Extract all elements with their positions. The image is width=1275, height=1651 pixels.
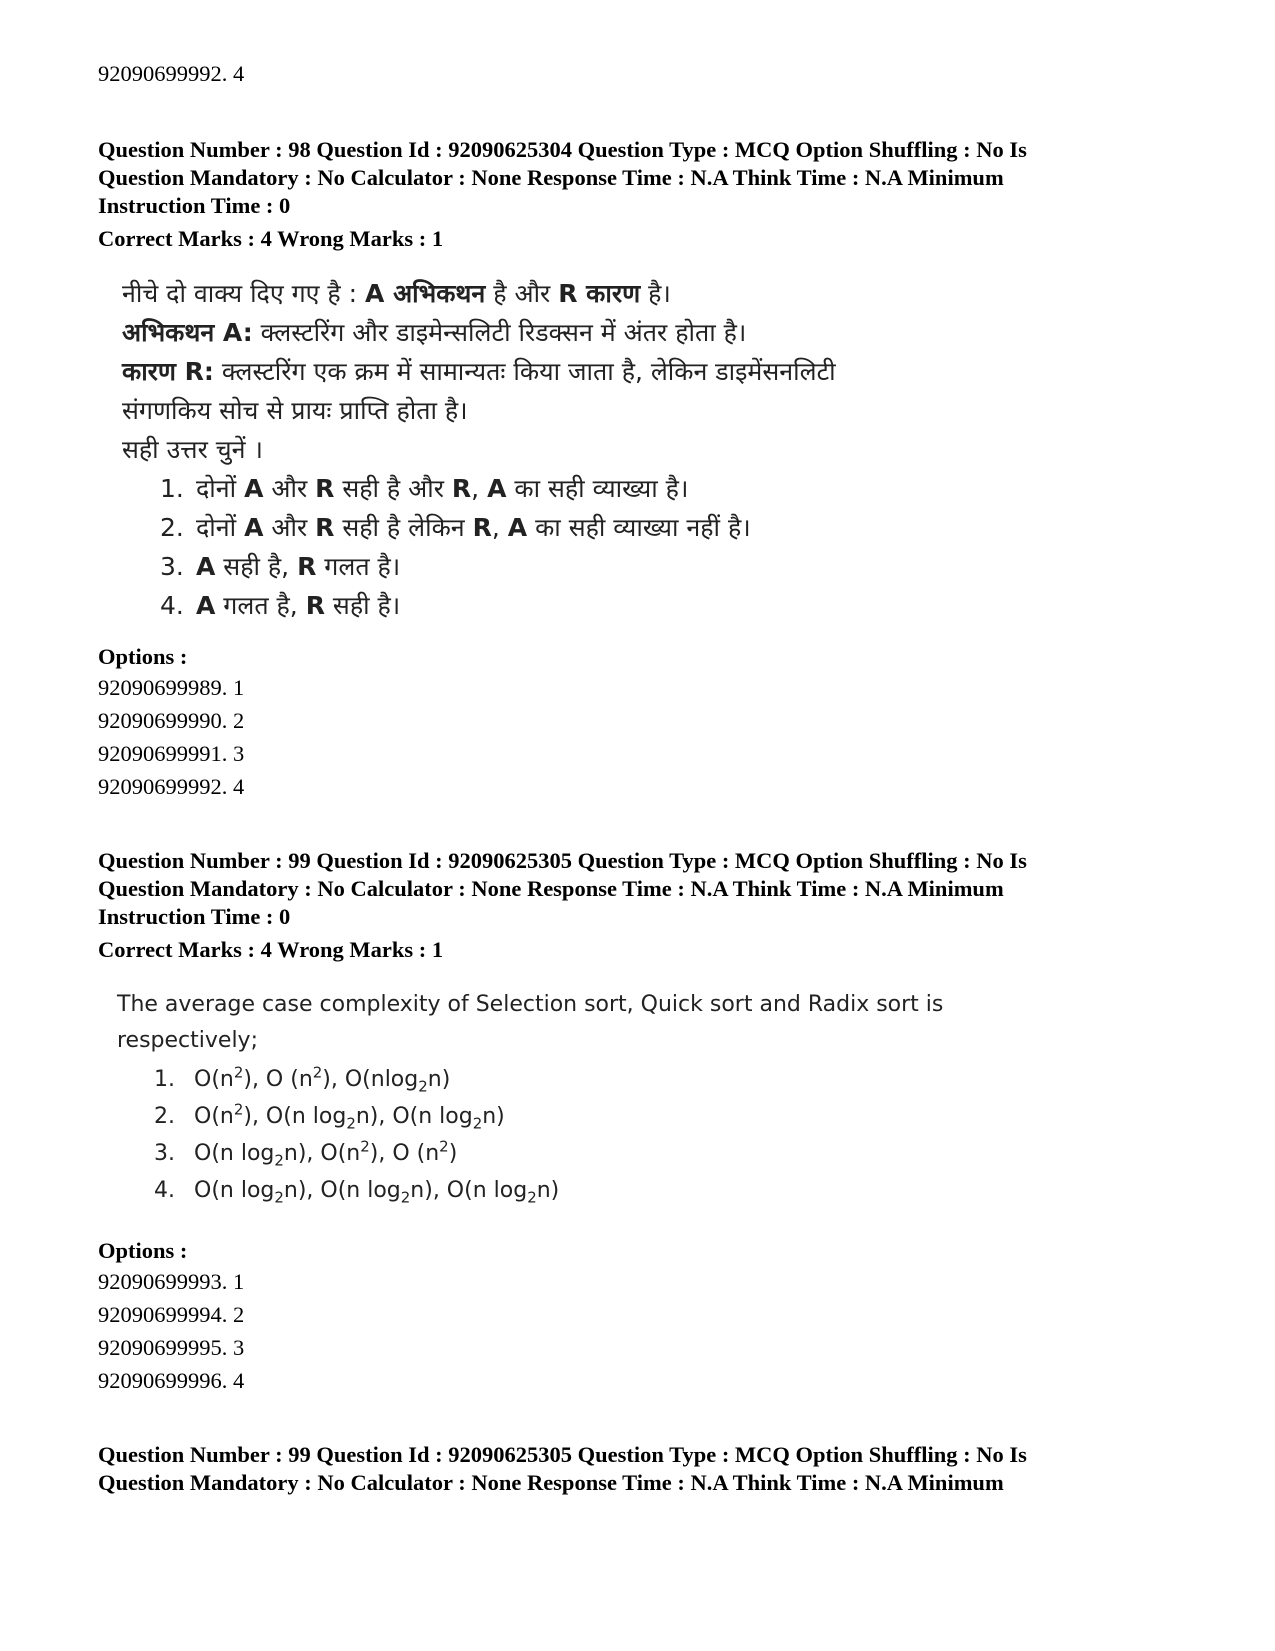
- marks-line: Correct Marks : 4 Wrong Marks : 1: [98, 937, 444, 962]
- assertion-line: अभिकथन A: क्लस्टरिंग और डाइमेन्सलिटी रिडक्सन में अंतर होता है।: [122, 318, 747, 347]
- option-item: 92090699990. 2: [98, 708, 245, 733]
- answer-choice: 4. A गलत है, R सही है।: [160, 591, 401, 620]
- answer-choice: 1. $O(n^2)$, O $(n^2)$, O(nlog$_2$n): [154, 1063, 451, 1096]
- option-item: 92090699995. 3: [98, 1335, 245, 1360]
- answer-choice: 2. दोनों A और R सही है लेकिन R, A का सही व्याख्या नहीं है।: [160, 513, 751, 542]
- complexity-expression: O(n $\log_2n$), O(n $\log_2n$), O(n $\log_2n$): [194, 1178, 560, 1207]
- option-item: 92090699993. 1: [98, 1269, 245, 1294]
- options-label: Options :: [98, 1238, 188, 1263]
- complexity-expression: O(n $\log_2n$), $O(n^2)$, O $(n^2)$: [194, 1137, 458, 1170]
- question-meta-line: Instruction Time : 0: [98, 904, 291, 929]
- question-text: The average case complexity of Selection sort, Quick sort and Radix sort is: [117, 992, 944, 1017]
- reason-line-continued: संगणकिय सोच से प्रायः प्राप्ति होता है।: [122, 396, 468, 425]
- complexity-expression: $O(n^2)$, O(n $\log_2n$), O(n $\log_2n$): [194, 1100, 505, 1133]
- answer-choice: 4. O(n $\log_2n$), O(n $\log_2n$), O(n $\log_2n$): [154, 1178, 560, 1207]
- answer-choice: 3. A सही है, R गलत है।: [160, 552, 401, 581]
- option-item: 92090699994. 2: [98, 1302, 245, 1327]
- question-intro: नीचे दो वाक्य दिए गए है : A अभिकथन है और R कारण है।: [122, 279, 671, 308]
- complexity-expression: $O(n^2)$, O $(n^2)$, O(nlog$_2$n): [194, 1063, 451, 1096]
- option-item: 92090699991. 3: [98, 741, 245, 766]
- answer-choice: 1. दोनों A और R सही है और R, A का सही व्याख्या है।: [160, 474, 689, 503]
- reason-line: कारण R: क्लस्टरिंग एक क्रम में सामान्यतः किया जाता है, लेकिन डाइमेंसनलिटी: [122, 357, 836, 386]
- option-item: 92090699996. 4: [98, 1368, 245, 1393]
- question-meta-line: Instruction Time : 0: [98, 193, 291, 218]
- question-meta-line: Question Number : 99 Question Id : 92090625305 Question Type : MCQ Option Shuffling : No Is: [98, 1442, 1027, 1467]
- marks-line: Correct Marks : 4 Wrong Marks : 1: [98, 226, 444, 251]
- answer-choice: 3. O(n $\log_2n$), $O(n^2)$, O $(n^2)$: [154, 1137, 458, 1170]
- options-label: Options :: [98, 644, 188, 669]
- option-item: 92090699992. 4: [98, 774, 245, 799]
- choose-instruction: सही उत्तर चुनें ।: [122, 435, 263, 464]
- question-meta-line: Question Mandatory : No Calculator : None Response Time : N.A Think Time : N.A Minimum: [98, 165, 1004, 190]
- question-meta-line: Question Mandatory : No Calculator : None Response Time : N.A Think Time : N.A Minimum: [98, 876, 1004, 901]
- answer-choice: 2. $O(n^2)$, O(n $\log_2n$), O(n $\log_2n$): [154, 1100, 505, 1133]
- question-meta-line: Question Mandatory : No Calculator : None Response Time : N.A Think Time : N.A Minimum: [98, 1470, 1004, 1495]
- option-item: 92090699992. 4: [98, 61, 245, 86]
- question-meta-line: Question Number : 98 Question Id : 92090625304 Question Type : MCQ Option Shuffling : No Is: [98, 137, 1027, 162]
- question-meta-line: Question Number : 99 Question Id : 92090625305 Question Type : MCQ Option Shuffling : No Is: [98, 848, 1027, 873]
- option-item: 92090699989. 1: [98, 675, 245, 700]
- question-text-continued: respectively;: [117, 1028, 258, 1053]
